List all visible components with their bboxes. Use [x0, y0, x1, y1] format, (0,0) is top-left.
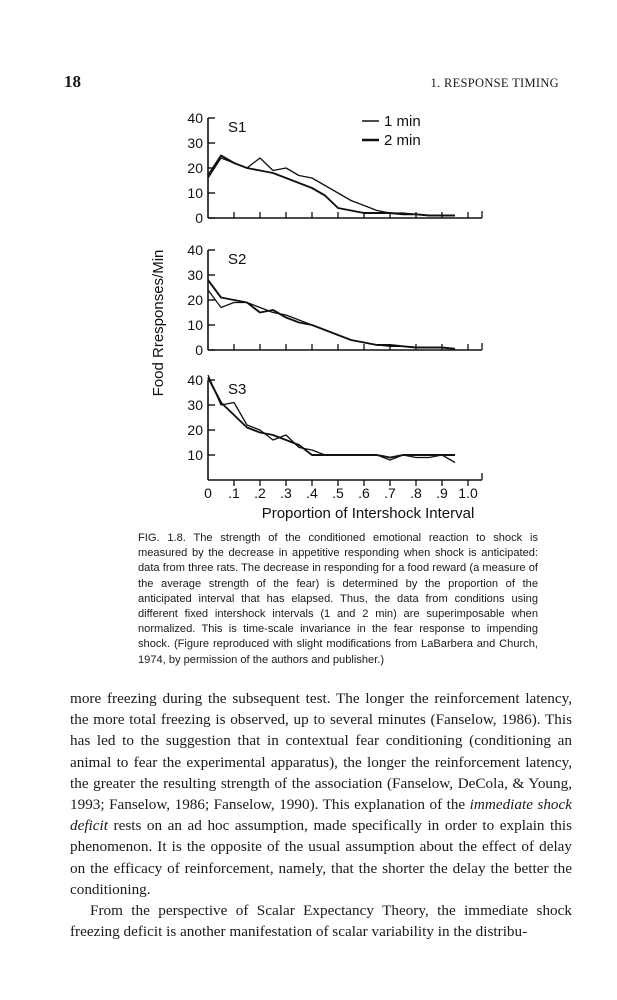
emphasized-term: immediate shock deficit: [70, 796, 573, 835]
paragraph: [70, 900, 572, 942]
paragraph-text: more freezing during the subsequent test. The longer the reinforcement latency, the more total freezing is observed, up to several minutes (Fanselow, 1986). This has led to the suggestion that in contextual fear conditioning (conditioning an animal to fear the experimental apparatus), the longer the reinforcement latency, the greater the resulting strength of the association (Fanselow, DeCola, & Young, 1993; Fanselow, 1986; Fanselow, 1990). This explanation of the: [70, 690, 572, 814]
y-tick-label: 10: [187, 317, 203, 333]
x-tick-label: .4: [306, 485, 318, 501]
series-line: [208, 280, 455, 349]
page-number: 18: [64, 72, 81, 91]
y-tick-label: 30: [187, 397, 203, 413]
x-tick-label: 0: [204, 485, 212, 501]
y-tick-label: 20: [187, 160, 203, 176]
x-tick-label: .3: [280, 485, 292, 501]
y-tick-label: 30: [187, 135, 203, 151]
panel-title: S2: [228, 251, 247, 268]
y-tick-label: 10: [187, 447, 203, 463]
y-tick-label: 10: [187, 185, 203, 201]
y-tick-label: 40: [187, 110, 203, 126]
series-line: [208, 290, 455, 349]
x-tick-label: .6: [358, 485, 370, 501]
y-tick-label: 0: [195, 342, 203, 358]
y-tick-label: 20: [187, 422, 203, 438]
caption-text: The strength of the conditioned emotional reaction to shock is measured by the decrease in appetitive responding when shock is anticipated: data from three rats. The decrease in responding for a food reward (a measure of the average strength of the fear) is determined by the proportion of the anticipated interval that has elapsed. Thus, the data from conditions using different fixed intershock intervals (1 and 2 min) are superimposable when normalized. This is time-scale invariance in the fear response to impending shock. (Figure reproduced with slight modifications from LaBarbera and Church, 1974, by permission of the authors and publisher.): [138, 532, 538, 666]
x-axis-label: Proportion of Intershock Interval: [261, 505, 475, 522]
paragraph-text: From the perspective of Scalar Expectancy Theory, the immediate shock freezing deficit is another manifestation of scalar variability in the distribu-: [70, 902, 572, 941]
x-tick-label: .2: [254, 485, 266, 501]
paragraph: [70, 688, 572, 900]
x-tick-label: .1: [228, 485, 240, 501]
body-text: [70, 688, 572, 942]
y-axis-label: Food Rresponses/Min: [150, 249, 167, 397]
x-tick-label: 1.0: [458, 485, 478, 501]
x-tick-label: .5: [332, 485, 344, 501]
y-tick-label: 40: [187, 242, 203, 258]
legend-label: 2 min: [384, 132, 421, 149]
y-tick-label: 20: [187, 292, 203, 308]
y-tick-label: 40: [187, 372, 203, 388]
x-tick-label: .8: [410, 485, 422, 501]
paragraph-text: rests on an ad hoc assumption, made specifically in order to explain this phenomenon. It is the opposite of the usual assumption about the effect of delay on the efficacy of reinforcement, namely, that the shorter the delay the better the conditioning.: [70, 817, 572, 898]
caption-label: FIG. 1.8.: [138, 532, 186, 544]
legend-label: 1 min: [384, 113, 421, 130]
series-line: [208, 156, 455, 216]
panel-title: S3: [228, 381, 247, 398]
y-tick-label: 0: [195, 210, 203, 226]
panel-title: S1: [228, 119, 247, 136]
y-tick-label: 30: [187, 267, 203, 283]
x-tick-label: .9: [436, 485, 448, 501]
figure-caption: [138, 531, 538, 668]
x-tick-label: .7: [384, 485, 396, 501]
running-head: 1. RESPONSE TIMING: [430, 76, 559, 90]
